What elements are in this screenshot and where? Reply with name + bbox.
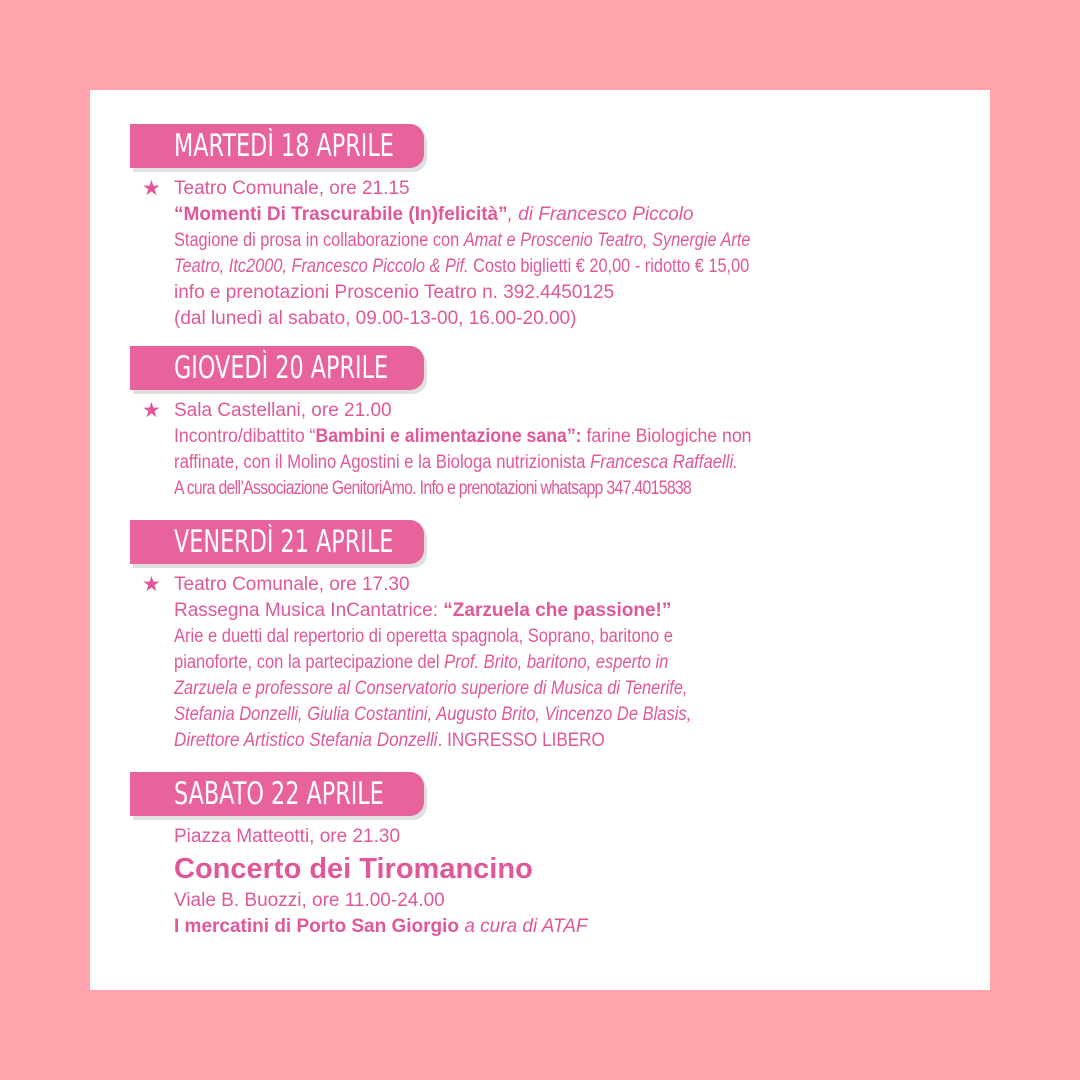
text: Rassegna Musica InCantatrice: <box>174 600 444 621</box>
day-label: GIOVEDÌ 20 APRILE <box>174 350 389 386</box>
day-label: MARTEDÌ 18 APRILE <box>174 128 394 164</box>
text: Incontro/dibattito “ <box>174 426 316 447</box>
star-icon: ★ <box>142 177 161 200</box>
event-venue: Piazza Matteotti, ore 21.30 <box>174 826 401 847</box>
event-line: info e prenotazioni Proscenio Teatro n. 392.4450125 <box>174 282 615 303</box>
event-line: (dal lunedì al sabato, 09.00-13-00, 16.00-20.00) <box>174 308 577 329</box>
event-line <box>174 424 940 450</box>
event-headline: Concerto dei Tiromancino <box>174 853 533 885</box>
text: Arie e duetti dal repertorio di operetta spagnola, Soprano, baritono e <box>174 626 673 647</box>
event-line <box>174 450 940 476</box>
text: Direttore Artistico Stefania Donzelli <box>174 730 438 751</box>
text: farine Biologiche non <box>581 426 752 447</box>
text: “Zarzuela che passione!” <box>443 600 672 621</box>
text: Prof. Brito, baritono, esperto in <box>444 652 669 673</box>
event-line <box>174 676 940 702</box>
event-venue: Sala Castellani, ore 21.00 <box>174 400 392 421</box>
event-line <box>174 228 940 254</box>
event-line <box>174 254 940 280</box>
text: . INGRESSO LIBERO <box>437 730 605 751</box>
text: Bambini e alimentazione sana”: <box>315 426 582 447</box>
event-line <box>174 914 940 940</box>
text: A cura dell’Associazione GenitoriAmo. Info e prenotazioni whatsapp 347.4015838 <box>174 478 692 499</box>
event-venue: Teatro Comunale, ore 17.30 <box>174 574 410 595</box>
text: a cura di ATAF <box>459 916 588 937</box>
event-line <box>174 624 940 650</box>
text: Stefania Donzelli, Giulia Costantini, Augusto Brito, Vincenzo De Blasis, <box>174 704 692 725</box>
event-line <box>174 702 940 728</box>
text: Francesca Raffaelli. <box>590 452 738 473</box>
event-3 <box>174 572 940 754</box>
day-label: VENERDÌ 21 APRILE <box>174 524 394 560</box>
star-icon: ★ <box>142 573 161 596</box>
event-title: “Momenti Di Trascurabile (In)felicità” <box>174 204 508 225</box>
event-venue: Viale B. Buozzi, ore 11.00-24.00 <box>174 890 445 911</box>
event-author: , di Francesco Piccolo <box>507 204 694 225</box>
day-header-3 <box>130 520 424 564</box>
day-label: SABATO 22 APRILE <box>174 776 384 812</box>
day-header-2 <box>130 346 424 390</box>
text: Amat e Proscenio Teatro, Synergie Arte <box>463 230 751 251</box>
event-line <box>174 476 940 502</box>
event-4 <box>174 824 940 940</box>
text: pianoforte, con la partecipazione del <box>174 652 445 673</box>
event-line <box>174 728 940 754</box>
text: Stagione di prosa in collaborazione con <box>174 230 464 251</box>
day-header-4 <box>130 772 424 816</box>
program-card <box>90 90 990 990</box>
text: raffinate, con il Molino Agostini e la Biologa nutrizionista <box>174 452 591 473</box>
text: I mercatini di Porto San Giorgio <box>174 916 460 937</box>
event-line <box>174 598 940 624</box>
event-venue: Teatro Comunale, ore 21.15 <box>174 178 410 199</box>
text: Teatro, Itc2000, Francesco Piccolo & Pif. <box>174 256 469 277</box>
text: Zarzuela e professore al Conservatorio superiore di Musica di Tenerife, <box>174 678 688 699</box>
event-title-line <box>174 202 940 228</box>
event-line <box>174 650 940 676</box>
text: Costo biglietti € 20,00 - ridotto € 15,00 <box>468 256 750 277</box>
event-2 <box>174 398 940 502</box>
event-1 <box>174 176 940 332</box>
day-header-1 <box>130 124 424 168</box>
star-icon: ★ <box>142 399 161 422</box>
